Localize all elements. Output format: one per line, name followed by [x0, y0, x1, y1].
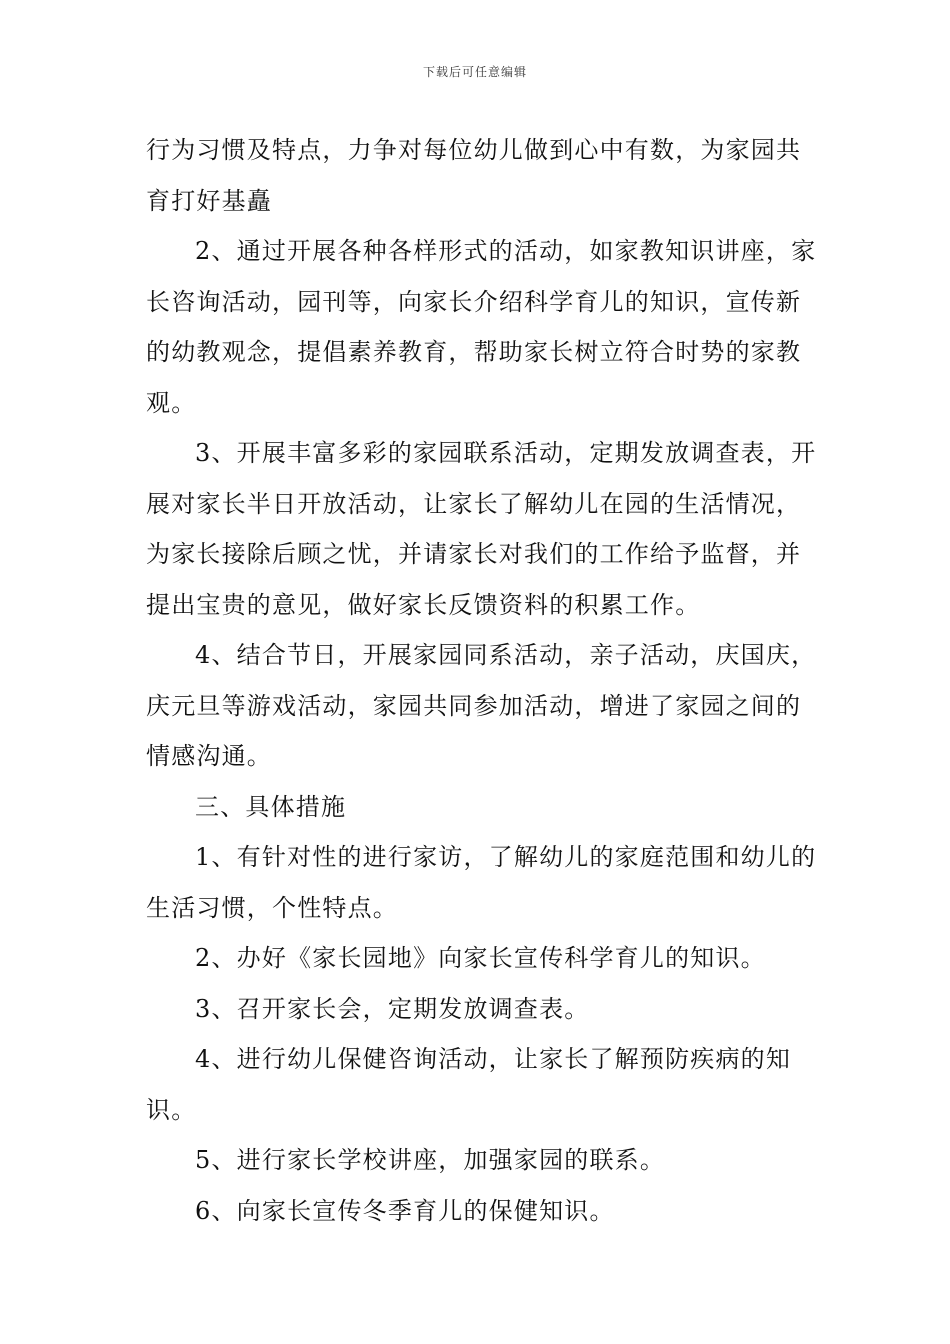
paragraph-item-2: 2、通过开展各种各样形式的活动，如家教知识讲座，家长咨询活动，园刊等，向家长介绍科学育儿的知识，宣传新的幼教观念，提倡素养教育，帮助家长树立符合时势的家教观。 [146, 237, 817, 417]
measure-item-2: 2、办好《家长园地》向家长宣传科学育儿的知识。 [195, 944, 766, 972]
paragraph-item-4: 4、结合节日，开展家园同系活动，亲子活动，庆国庆，庆元旦等游戏活动，家园共同参加活动，增进了家园之间的情感沟通。 [146, 641, 817, 770]
measure-item-6: 6、向家长宣传冬季育儿的保健知识。 [195, 1196, 615, 1225]
measure-item-4: 4、进行幼儿保健咨询活动，让家长了解预防疾病的知识。 [146, 1045, 792, 1124]
document-body [146, 125, 826, 1236]
page-header-note: 下载后可任意编辑 [422, 65, 527, 79]
measure-item-1: 1、有针对性的进行家访，了解幼儿的家庭范围和幼儿的生活习惯，个性特点。 [146, 843, 817, 922]
section-heading-measures: 三、具体措施 [195, 792, 347, 821]
paragraph-item-3: 3、开展丰富多彩的家园联系活动，定期发放调查表，开展对家长半日开放活动，让家长了解幼儿在园的生活情况，为家长接除后顾之忧，并请家长对我们的工作给予监督，并提出宝贵的意见，做好家长反馈资料的积累工作。 [146, 439, 817, 619]
paragraph-continuation: 行为习惯及特点，力争对每位幼儿做到心中有数，为家园共育打好基矗 [146, 136, 802, 215]
measure-item-3: 3、召开家长会，定期发放调查表。 [195, 994, 590, 1023]
measure-item-5: 5、进行家长学校讲座，加强家园的联系。 [195, 1146, 666, 1174]
